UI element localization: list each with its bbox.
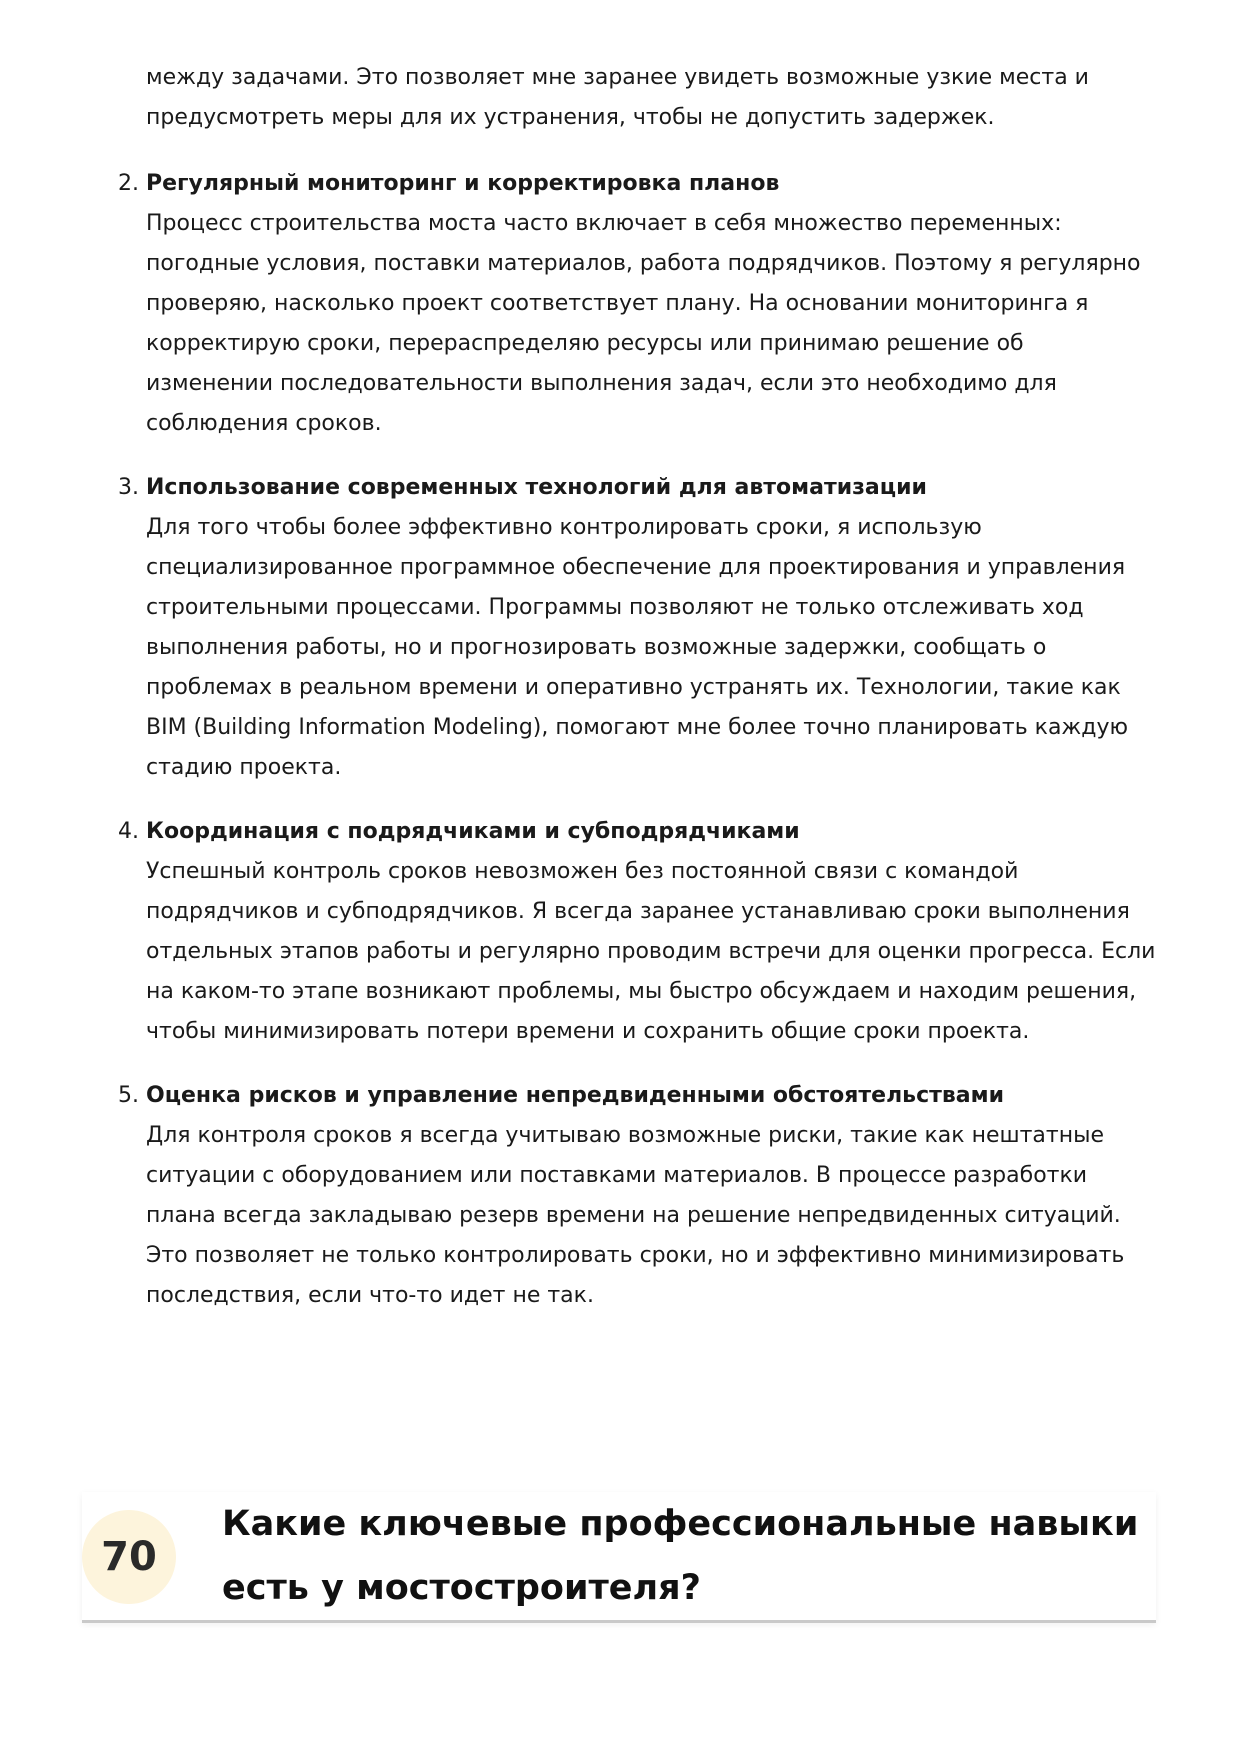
point-body: Успешный контроль сроков невозможен без постоянной связи с командой подрядчиков и субподрядчиков. Я всегда заранее устанавливаю сроки выполнения отдельных этапов работы и регулярно проводим встречи для оценки прогресса. Если на каком-то этапе возникают проблемы, мы быстро обсуждаем и находим решения, чтобы минимизировать потери времени и сохранить общие сроки проекта. — [146, 859, 1156, 1044]
point-number: 3. — [118, 475, 139, 500]
point-title: Оценка рисков и управление непредвиденными обстоятельствами — [146, 1083, 1005, 1108]
point-body: Процесс строительства моста часто включает в себя множество переменных: погодные условия, поставки материалов, работа подрядчиков. Поэтому я регулярно проверяю, насколько проект соответствует плану. На основании мониторинга я корректирую сроки, перераспределяю ресурсы или принимаю решение об изменении последовательности выполнения задач, если это необходимо для соблюдения сроков. — [146, 211, 1141, 436]
point-title: Использование современных технологий для автоматизации — [146, 475, 927, 500]
point-title: Регулярный мониторинг и корректировка планов — [146, 171, 780, 196]
point-body: Для контроля сроков я всегда учитываю возможные риски, такие как нештатные ситуации с оборудованием или поставками материалов. В процессе разработки плана всегда закладываю резерв времени на решение непредвиденных ситуаций. Это позволяет не только контролировать сроки, но и эффективно минимизировать последствия, если что-то идет не так. — [146, 1123, 1125, 1308]
point-number: 5. — [118, 1083, 139, 1108]
numbered-point-list — [0, 164, 1239, 1340]
point-item-5 — [0, 1076, 1156, 1316]
point-item-2 — [0, 164, 1156, 444]
point-number: 2. — [118, 171, 139, 196]
question-title: Какие ключевые профессиональные навыки есть у мостостроителя? — [222, 1504, 1139, 1608]
question-number-badge: 70 — [82, 1510, 176, 1604]
next-question-header — [82, 1492, 1156, 1623]
point-item-3 — [0, 468, 1156, 788]
intro-continuation-paragraph: между задачами. Это позволяет мне заранее увидеть возможные узкие места и предусмотреть меры для их устранения, чтобы не допустить задержек. — [146, 65, 1089, 130]
point-body: Для того чтобы более эффективно контролировать сроки, я использую специализированное программное обеспечение для проектирования и управления строительными процессами. Программы позволяют не только отслеживать ход выполнения работы, но и прогнозировать возможные задержки, сообщать о проблемах в реальном времени и оперативно устранять их. Технологии, такие как BIM (Building Information Modeling), помогают мне более точно планировать каждую стадию проекта. — [146, 515, 1128, 780]
point-title: Координация с подрядчиками и субподрядчиками — [146, 819, 800, 844]
point-number: 4. — [118, 819, 139, 844]
point-item-4 — [0, 812, 1156, 1052]
